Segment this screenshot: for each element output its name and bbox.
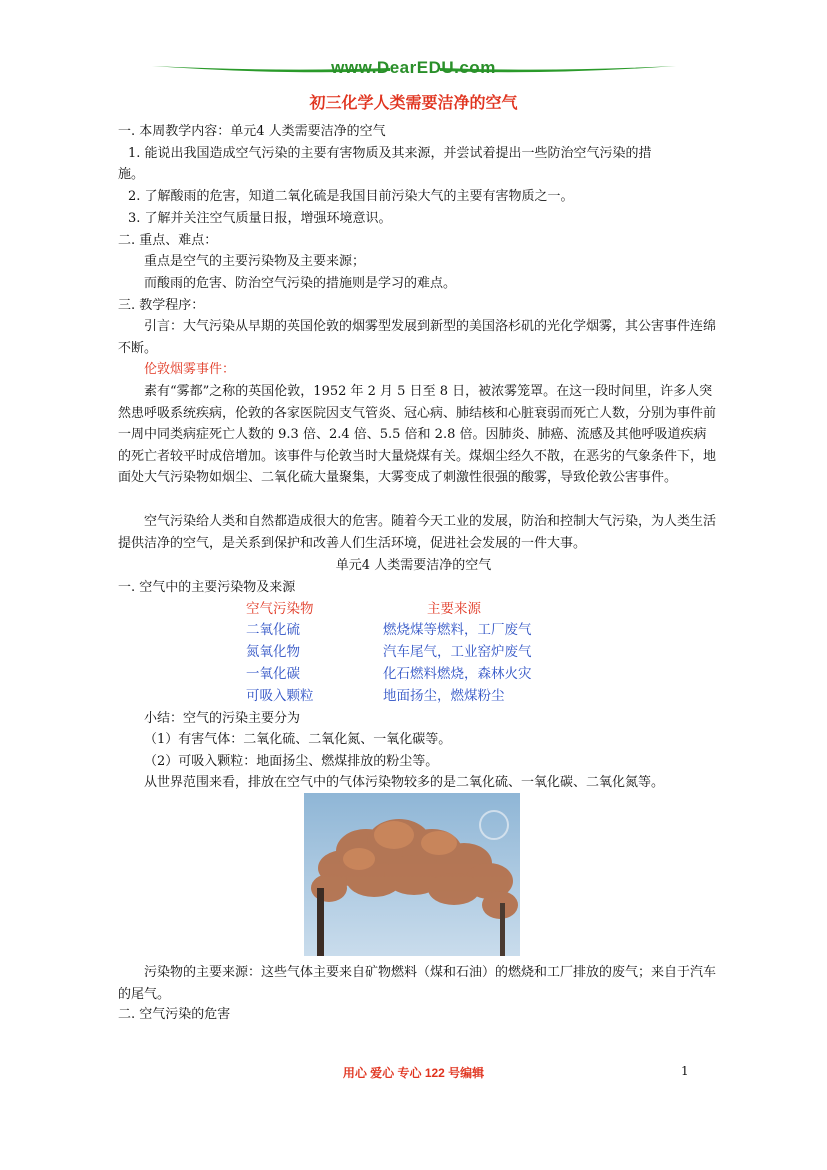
- harm-paragraph: 空气污染给人类和自然都造成很大的危害。随着今天工业的发展，防治和控制大气污染，为人类生活提供洁净的空气，是关系到保护和改善人们生活环境，促进社会发展的一件大事。: [118, 514, 717, 551]
- keypoint-line: 重点是空气的主要污染物及主要来源；: [144, 254, 366, 269]
- objective-3: 3. 了解并关注空气质量日报，增强环境意识。: [128, 211, 392, 226]
- page-number: 1: [681, 1064, 689, 1078]
- table-cell-pollutant: 一氧化碳: [246, 666, 300, 682]
- objective-2: 2. 了解酸雨的危害，知道二氧化硫是我国目前污染大气的主要有害物质之一。: [128, 189, 574, 204]
- site-url[interactable]: www.DearEDU.com: [331, 58, 496, 77]
- summary-item-2: （2）可吸入颗粒：地面扬尘、燃煤排放的粉尘等。: [144, 754, 439, 769]
- section-heading-content: 一. 本周教学内容：单元4 人类需要洁净的空气: [118, 124, 386, 139]
- part1-heading: 一. 空气中的主要污染物及来源: [118, 580, 296, 595]
- intro-paragraph: 引言：大气污染从早期的英国伦敦的烟雾型发展到新型的美国洛杉矶的光化学烟雾，其公害事件连绵不断。: [118, 319, 717, 356]
- table-cell-source: 汽车尾气，工业窑炉废气: [383, 644, 532, 660]
- document-title: 初三化学人类需要洁净的空气: [309, 93, 518, 112]
- event-paragraph: 素有“雾都”之称的英国伦敦，1952 年 2 月 5 日至 8 日，被浓雾笼罩。在这一段时间里，许多人突然患呼吸系统疾病，伦敦的各家医院因支气管炎、冠心病、肺结核和心脏衰弱而死亡人数，分别为事件前一周中同类病症死亡人数的 9.3 倍、2.4 倍、5.5 倍和 2.8 倍。因肺炎、肺癌、流感及其他呼吸道疾病的死亡者较平时成倍增加。该事件与伦敦当时大量烧煤有关。煤烟尘经久不散，在恶劣的气象条件下，地面处大气污染物如烟尘、二氧化硫大量聚集，大雾变成了刺激性很强的酸雾，导致伦敦公害事件。: [118, 384, 717, 485]
- world-statement: 从世界范围来看，排放在空气中的气体污染物较多的是二氧化硫、一氧化碳、二氧化氮等。: [144, 775, 665, 790]
- difficulty-line: 而酸雨的危害、防治空气污染的措施则是学习的难点。: [144, 276, 457, 291]
- table-cell-source: 化石燃料燃烧，森林火灾: [383, 666, 532, 682]
- table-header-pollutant: 空气污染物: [246, 601, 314, 617]
- table-cell-pollutant: 二氧化硫: [246, 622, 300, 638]
- table-header-source: 主要来源: [427, 601, 481, 617]
- objective-1-cont: 施。: [118, 167, 145, 182]
- section-heading-procedure: 三. 教学程序：: [118, 298, 205, 313]
- objective-1: 1. 能说出我国造成空气污染的主要有害物质及其来源，并尝试着提出一些防治空气污染的措: [128, 146, 652, 161]
- part2-heading: 二. 空气污染的危害: [118, 1007, 231, 1022]
- footer-slogan: 用心 爱心 专心 122 号编辑: [342, 1066, 485, 1080]
- event-title: 伦敦烟雾事件：: [144, 362, 236, 377]
- unit-title: 单元4 人类需要洁净的空气: [335, 558, 492, 573]
- table-cell-source: 地面扬尘，燃煤粉尘: [383, 688, 505, 704]
- summary-item-1: （1）有害气体：二氧化硫、二氧化氮、一氧化碳等。: [144, 732, 452, 747]
- sources-paragraph: 污染物的主要来源：这些气体主要来自矿物燃料（煤和石油）的燃烧和工厂排放的废气；来自于汽车的尾气。: [118, 965, 717, 1002]
- table-cell-pollutant: 可吸入颗粒: [246, 688, 314, 704]
- section-heading-keypoints: 二. 重点、难点：: [118, 233, 218, 248]
- smokestack-photo: [304, 793, 520, 956]
- table-cell-source: 燃烧煤等燃料，工厂废气: [383, 622, 532, 638]
- summary-intro: 小结：空气的污染主要分为: [144, 711, 301, 726]
- table-cell-pollutant: 氮氧化物: [246, 644, 300, 660]
